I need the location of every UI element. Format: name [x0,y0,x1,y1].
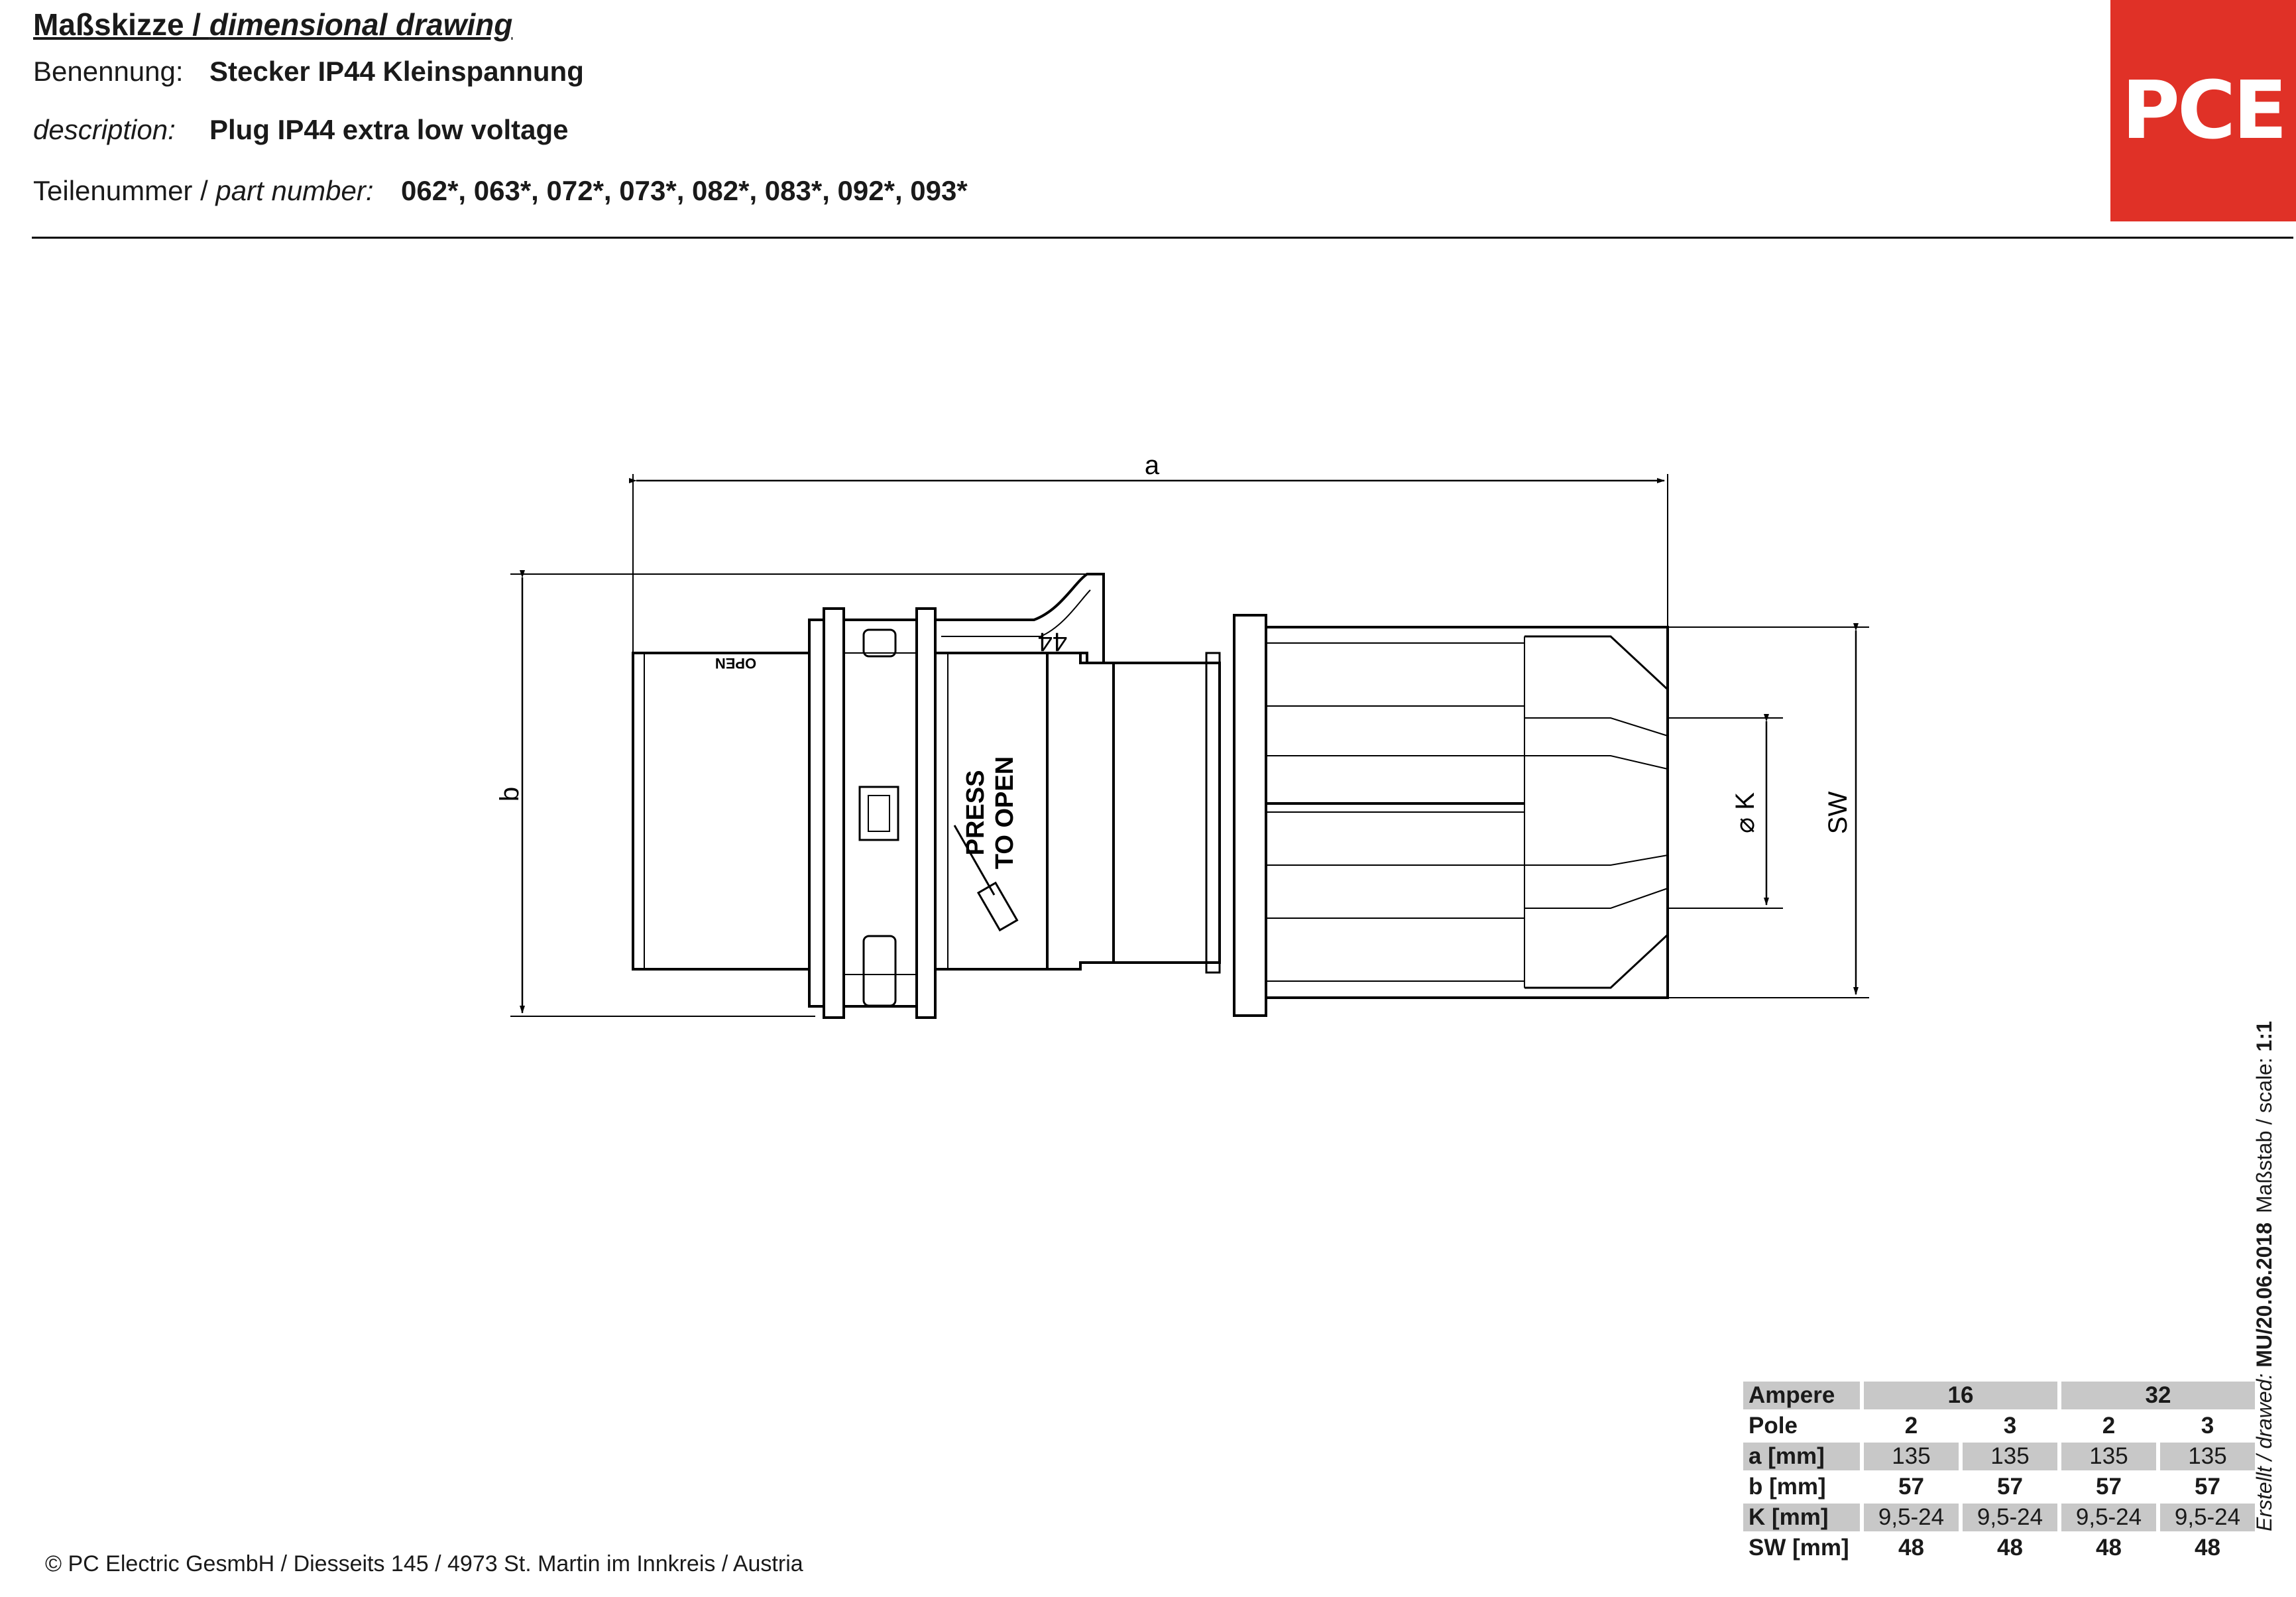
table-row [1743,1504,2255,1531]
scale-value: 1:1 [2252,1021,2276,1052]
table-cell: 2 [2061,1412,2156,1440]
pin-sleeve [633,653,809,969]
neck [1114,663,1220,963]
collar-ring [917,609,935,1018]
footer-copyright: © PC Electric GesmbH / Diesseits 145 / 4973 St. Martin im Innkreis / Austria [45,1551,803,1576]
description-value: Plug IP44 extra low voltage [209,114,569,145]
open-label: OPEN [715,655,757,672]
table-cell: 48 [2160,1534,2255,1562]
part-label-german: Teilenummer / [33,175,216,206]
release-button-inner [868,796,890,831]
table-cell: 57 [1864,1473,1959,1501]
table-cell: 135 [1963,1443,2057,1470]
row-header: K [mm] [1743,1504,1860,1531]
row-header: Pole [1743,1412,1860,1440]
table-cell: 57 [2160,1473,2255,1501]
table-cell: 16 [1864,1382,2057,1409]
part-label-english: part number: [215,175,374,206]
table-cell: 135 [2160,1443,2255,1470]
nut-taper-line-4 [1524,855,1668,865]
dim-sw-label: SW [1823,791,1853,835]
table-cell: 9,5-24 [2061,1504,2156,1531]
screwdriver-handle [978,883,1017,930]
row-header: SW [mm] [1743,1534,1860,1562]
row-header: b [mm] [1743,1473,1860,1501]
scale-note [2252,1021,2277,1213]
table-cell: 3 [1963,1412,2057,1440]
row-header: Ampere [1743,1382,1860,1409]
nut-taper-line-3 [1524,756,1668,769]
title-german: Maßskizze / [33,7,209,42]
scale-label: Maßstab / scale: [2252,1057,2276,1213]
latch-window-bottom [864,936,895,1006]
dim-a-label: a [1144,451,1160,480]
table-cell: 2 [1864,1412,1959,1440]
ip44-label: 44 [1037,627,1068,656]
benennung-label: Benennung: [33,56,184,87]
front-body [844,620,917,1006]
part-number-value: 062*, 063*, 072*, 073*, 082*, 083*, 092*, 093* [401,175,968,206]
title-english: dimensional drawing [209,7,513,42]
table-row [1743,1534,2255,1562]
row-header: a [mm] [1743,1443,1860,1470]
logo-text: PCE [2122,64,2285,157]
gland-flange [1234,615,1266,1016]
seal-ring-1 [809,620,824,1006]
dim-b-label: b [495,786,524,802]
table-cell: 9,5-24 [2160,1504,2255,1531]
cap-flap-inner [941,590,1090,636]
press-label-2: TO OPEN [991,756,1019,870]
created-label: Erstellt / drawed: [2252,1373,2276,1531]
neck-ring [1206,653,1220,973]
table-cell: 57 [1963,1473,2057,1501]
table-cell: 9,5-24 [1963,1504,2057,1531]
dim-k-label: ⌀ K [1731,792,1760,833]
table-row [1743,1412,2255,1440]
seal-ring-2 [824,609,844,1018]
press-label-1: PRESS [962,770,990,856]
table-cell: 48 [1864,1534,1959,1562]
benennung-value: Stecker IP44 Kleinspannung [209,56,584,87]
table-cell: 135 [2061,1443,2156,1470]
table-cell: 48 [2061,1534,2156,1562]
dimension-table [1739,1379,2259,1565]
table-cell: 9,5-24 [1864,1504,1959,1531]
body-step [1047,653,1114,969]
created-note [2252,1222,2277,1531]
cap-flap [935,574,1104,663]
nut-taper-line-2 [1524,888,1668,908]
table-row [1743,1473,2255,1501]
table-cell: 48 [1963,1534,2057,1562]
table-cell: 32 [2061,1382,2255,1409]
created-value: MU/20.06.2018 [2252,1222,2276,1368]
nut-taper [1524,636,1668,988]
table-row [1743,1443,2255,1470]
table-row [1743,1382,2255,1409]
nut-taper-line-1 [1524,718,1668,736]
description-label: description: [33,114,176,145]
table-cell: 57 [2061,1473,2156,1501]
table-cell: 3 [2160,1412,2255,1440]
table-cell: 135 [1864,1443,1959,1470]
